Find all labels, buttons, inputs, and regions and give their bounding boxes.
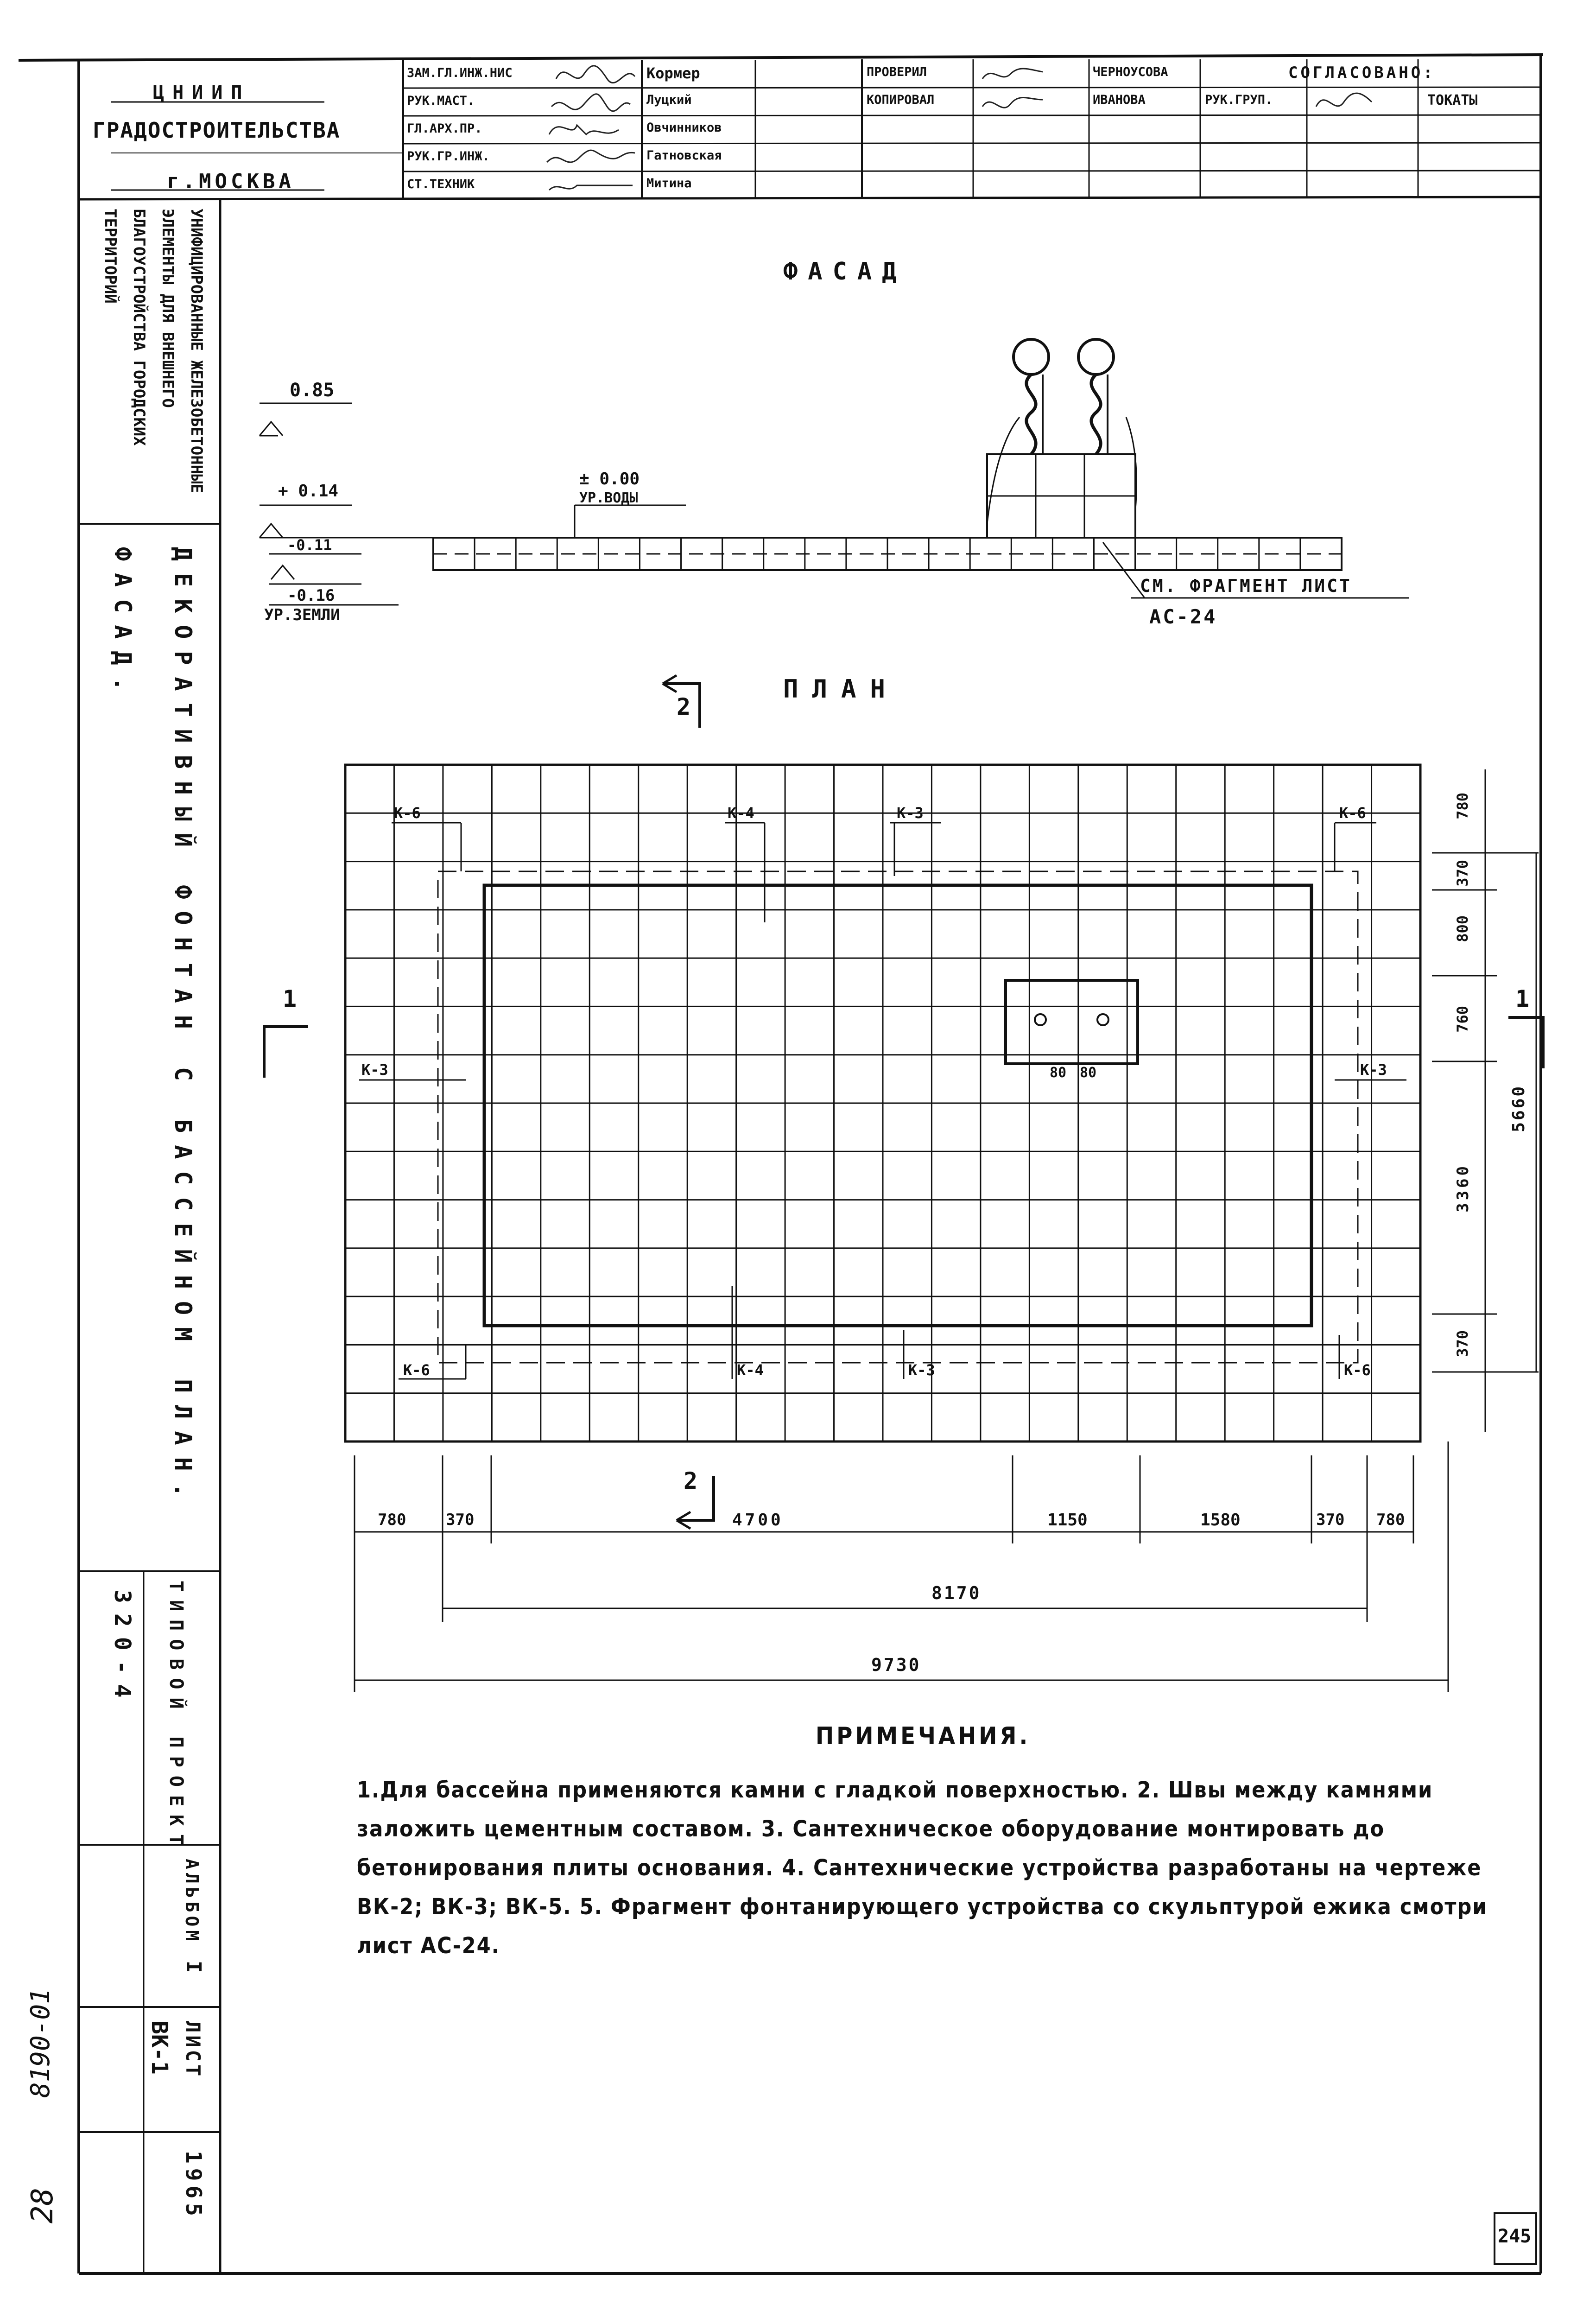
k4-bottom: К-4 (737, 1361, 764, 1379)
k6-top-right: К-6 (1339, 804, 1366, 822)
org-line-2: ГРАДОСТРОИТЕЛЬСТВА (93, 118, 341, 143)
dim-760: 760 (1454, 1006, 1471, 1033)
dim-370-right: 370 (1316, 1511, 1345, 1529)
sheet-number: ВК-1 (146, 2021, 172, 2075)
page-stamp: 245 (1498, 2226, 1532, 2247)
project-number: 320-4 (109, 1590, 135, 1708)
sheet-title: ДЕКОРАТИВНЫЙ ФОНТАН С БАССЕЙНОМ ПЛАН. ФАСАД. (109, 547, 196, 1509)
org-line-3: г.МОСКВА (167, 170, 295, 193)
k6-bottom-right: К-6 (1344, 1361, 1371, 1379)
role-1: РУК.МАСТ. (407, 94, 475, 108)
year: 1965 (181, 2151, 206, 2221)
section-mark-2-top: 2 (677, 693, 691, 720)
margin-page: 28 (25, 2188, 60, 2224)
dim-1580: 1580 (1200, 1511, 1241, 1530)
series-title: УНИФИЦИРОВАННЫЕ ЖЕЛЕЗОБЕТОННЫЕ ЭЛЕМЕНТЫ ДЛЯ ВНЕШНЕГО БЛАГОУСТРОЙСТВА ГОРОДСКИХ ТЕРРИТОРИЙ (101, 209, 206, 494)
fragment-ref-1: СМ. ФРАГМЕНТ ЛИСТ (1140, 576, 1352, 596)
level-085: 0.85 (290, 380, 335, 401)
checked-name: ЧЕРНОУСОВА (1093, 65, 1168, 79)
k3-bottom: К-3 (908, 1361, 935, 1379)
dim-3360: 3360 (1454, 1163, 1472, 1213)
sheet-label: ЛИСТ (182, 2021, 204, 2079)
agreed-label: СОГЛАСОВАНО: (1288, 63, 1436, 82)
dim-9730: 9730 (871, 1655, 921, 1675)
notes-heading: ПРИМЕЧАНИЯ. (816, 1722, 1031, 1750)
name-0: Кормер (646, 64, 700, 82)
notes-text: 1.Для бассейна применяются камни с гладкой поверхностью. 2. Швы между камнями заложить цементным составом. 3. Сантехническое оборудование монтировать до бетонирования плиты основания. 4. Сантехнические устройства разработаны на чертеже ВК-2; ВК-3; ВК-5. 5. Фрагмент фонтанирующего устройства со скульптурой ежика смотри лист АС-24. (357, 1777, 1488, 1959)
project-label: ТИПОВОЙ ПРОЕКТ (165, 1581, 187, 1854)
level-014: + 0.14 (278, 482, 339, 501)
dim-780-top: 780 (1454, 793, 1471, 819)
role-3: РУК.ГР.ИНЖ. (407, 149, 490, 164)
name-4: Митина (646, 176, 692, 190)
name-3: Гатновская (646, 148, 722, 163)
level-016: -0.16 (287, 586, 335, 605)
k3-top: К-3 (897, 804, 924, 822)
dim-370-bottom: 370 (1454, 1330, 1471, 1357)
plan-title: ПЛАН (783, 674, 899, 704)
dim-800: 800 (1454, 915, 1471, 942)
role-4: СТ.ТЕХНИК (407, 177, 475, 191)
album-number: I (182, 1961, 205, 1973)
org-line-1: ЦНИИП (153, 82, 251, 103)
dim-5660: 5660 (1509, 1085, 1528, 1132)
dim-780-left: 780 (378, 1511, 406, 1529)
agreed-role: РУК.ГРУП. (1205, 93, 1273, 107)
ground-level: УР.ЗЕМЛИ (264, 606, 340, 624)
copied-name: ИВАНОВА (1093, 93, 1146, 107)
k6-top-left: К-6 (394, 804, 421, 822)
checked-label: ПРОВЕРИЛ (867, 65, 927, 79)
name-1: Луцкий (646, 93, 692, 107)
dim-4700: 4700 (732, 1511, 784, 1530)
fragment-ref-2: АС-24 (1149, 605, 1217, 628)
level-011: -0.11 (287, 536, 332, 554)
section-mark-2-bottom: 2 (684, 1467, 698, 1494)
section-mark-1-right: 1 (1515, 985, 1530, 1012)
dim-370-left: 370 (446, 1511, 475, 1529)
agreed-name: ТОКАТЫ (1427, 92, 1478, 108)
role-0: ЗАМ.ГЛ.ИНЖ.НИС (407, 66, 513, 80)
k6-bottom-left: К-6 (403, 1361, 430, 1379)
level-000: ± 0.00 (579, 470, 640, 489)
k4-top: К-4 (728, 804, 754, 822)
album-label: АЛЬБОМ (182, 1859, 202, 1945)
dim-1150: 1150 (1047, 1511, 1088, 1530)
water-level: УР.ВОДЫ (579, 490, 638, 506)
dim-80-b: 80 (1080, 1065, 1097, 1081)
dim-8170: 8170 (931, 1583, 982, 1603)
dim-780-right: 780 (1376, 1511, 1405, 1529)
section-mark-1-left: 1 (283, 985, 297, 1012)
k3-left: К-3 (361, 1061, 388, 1079)
name-2: Овчинников (646, 121, 722, 135)
dim-370-top: 370 (1454, 860, 1471, 887)
facade-title: ФАСАД (783, 258, 907, 286)
dim-80-a: 80 (1050, 1065, 1067, 1081)
k3-right: К-3 (1360, 1061, 1387, 1079)
copied-label: КОПИРОВАЛ (867, 93, 935, 107)
margin-code: 8190-01 (25, 1988, 56, 2098)
role-2: ГЛ.АРХ.ПР. (407, 121, 482, 136)
